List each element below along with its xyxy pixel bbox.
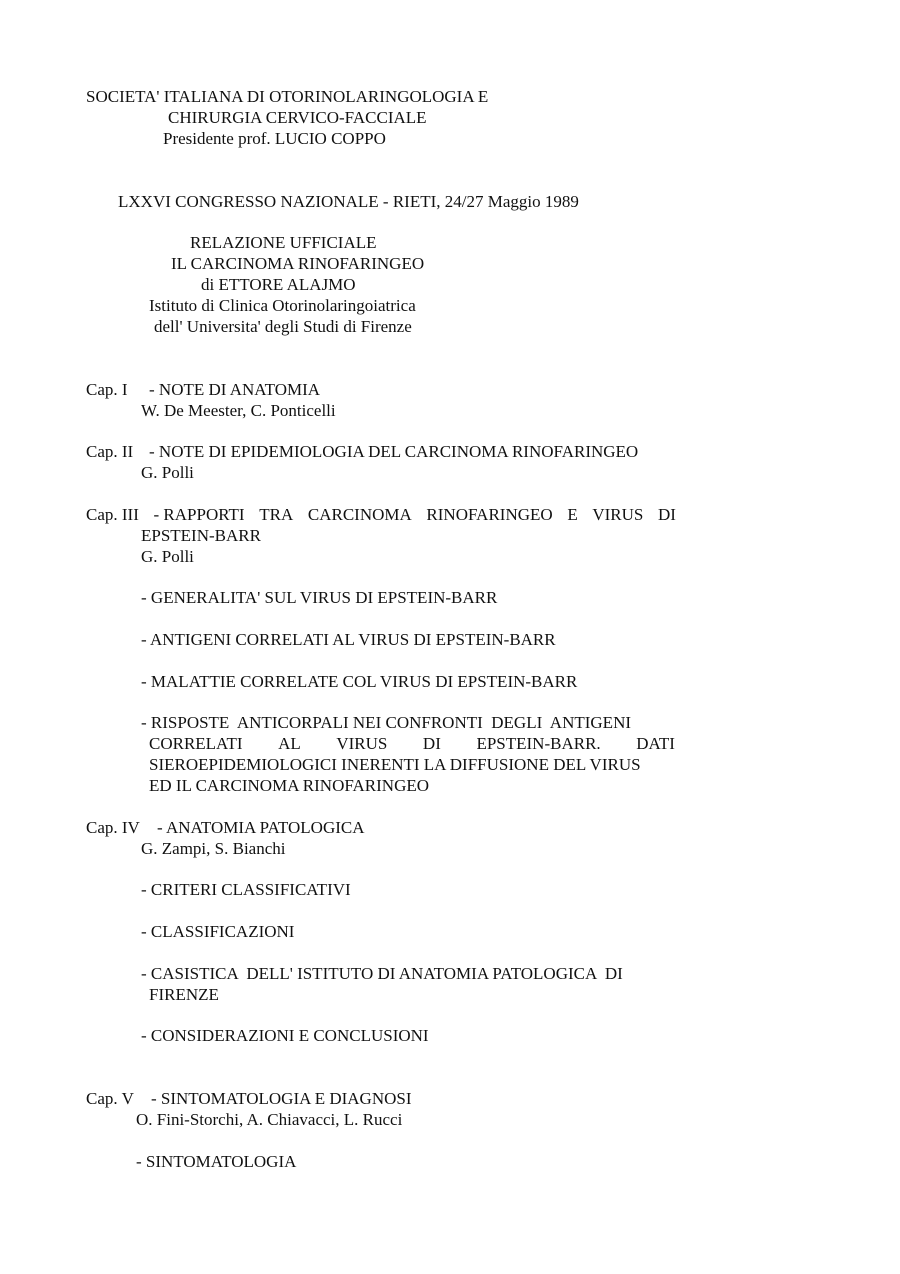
section-word: CORRELATI xyxy=(149,734,243,753)
chapter-3-title-word: RINOFARINGEO xyxy=(426,505,553,524)
chapter-2-authors: G. Polli xyxy=(141,463,194,482)
chapter-3-title-word: VIRUS xyxy=(592,505,644,524)
chapter-3-section-4-line1: - RISPOSTE ANTICORPALI NEI CONFRONTI DEGLI ANTIGENI xyxy=(141,713,632,732)
chapter-3-label: Cap. III xyxy=(86,505,139,524)
chapter-2-label: Cap. II xyxy=(86,442,134,461)
chapter-5-label: Cap. V xyxy=(86,1089,134,1108)
chapter-3-section-3: - MALATTIE CORRELATE COL VIRUS DI EPSTEIN-BARR xyxy=(141,672,578,691)
president-line: Presidente prof. LUCIO COPPO xyxy=(163,129,386,148)
section-word: DATI xyxy=(636,734,675,753)
chapter-4-section-2: - CLASSIFICAZIONI xyxy=(141,922,295,941)
chapter-4-label: Cap. IV xyxy=(86,818,140,837)
section-word: AL xyxy=(278,734,301,753)
chapter-4-section-3-line2: FIRENZE xyxy=(149,985,219,1004)
section-word: VIRUS xyxy=(336,734,388,753)
chapter-4-section-3-line1: - CASISTICA DELL' ISTITUTO DI ANATOMIA PATOLOGICA DI xyxy=(141,964,623,983)
chapter-3-title-word: - RAPPORTI xyxy=(153,505,245,524)
chapter-5-title: - SINTOMATOLOGIA E DIAGNOSI xyxy=(151,1089,412,1108)
chapter-3-section-2: - ANTIGENI CORRELATI AL VIRUS DI EPSTEIN-BARR xyxy=(141,630,556,649)
chapter-3-section-4-line4: ED IL CARCINOMA RINOFARINGEO xyxy=(149,776,430,795)
society-name-line2: CHIRURGIA CERVICO-FACCIALE xyxy=(168,108,427,127)
chapter-4-section-4: - CONSIDERAZIONI E CONCLUSIONI xyxy=(141,1026,429,1045)
chapter-5-authors: O. Fini-Storchi, A. Chiavacci, L. Rucci xyxy=(136,1110,403,1129)
chapter-3-section-1: - GENERALITA' SUL VIRUS DI EPSTEIN-BARR xyxy=(141,588,498,607)
chapter-3-section-4-line2 xyxy=(149,734,675,754)
chapter-3-title-continued: EPSTEIN-BARR xyxy=(141,526,261,545)
chapter-1-authors: W. De Meester, C. Ponticelli xyxy=(141,401,336,420)
chapter-4-heading xyxy=(86,818,365,838)
congress-line: LXXVI CONGRESSO NAZIONALE - RIETI, 24/27 Maggio 1989 xyxy=(118,192,579,211)
chapter-1-title: - NOTE DI ANATOMIA xyxy=(149,380,321,399)
chapter-3-section-4-line3: SIEROEPIDEMIOLOGICI INERENTI LA DIFFUSIONE DEL VIRUS xyxy=(149,755,641,774)
chapter-3-title-word: TRA xyxy=(259,505,294,524)
institute-line2: dell' Universita' degli Studi di Firenze xyxy=(154,317,412,336)
chapter-5-section-1: - SINTOMATOLOGIA xyxy=(136,1152,297,1171)
chapter-2-heading xyxy=(86,442,638,462)
chapter-2-title: - NOTE DI EPIDEMIOLOGIA DEL CARCINOMA RINOFARINGEO xyxy=(149,442,639,461)
chapter-4-authors: G. Zampi, S. Bianchi xyxy=(141,839,286,858)
chapter-1-label: Cap. I xyxy=(86,380,128,399)
chapter-1-heading xyxy=(86,380,320,400)
report-title: IL CARCINOMA RINOFARINGEO xyxy=(171,254,425,273)
chapter-3-title-word: E xyxy=(567,505,578,524)
institute-line1: Istituto di Clinica Otorinolaringoiatrica xyxy=(149,296,416,315)
section-word: DI xyxy=(422,734,441,753)
chapter-3-title-word: DI xyxy=(658,505,676,524)
society-name-line1: SOCIETA' ITALIANA DI OTORINOLARINGOLOGIA E xyxy=(86,87,489,106)
chapter-5-heading xyxy=(86,1089,412,1109)
chapter-3-title-word: CARCINOMA xyxy=(307,505,412,524)
chapter-4-section-1: - CRITERI CLASSIFICATIVI xyxy=(141,880,351,899)
report-type: RELAZIONE UFFICIALE xyxy=(190,233,377,252)
section-word: EPSTEIN-BARR. xyxy=(476,734,601,753)
chapter-4-title: - ANATOMIA PATOLOGICA xyxy=(157,818,365,837)
chapter-3-heading xyxy=(86,505,676,525)
report-author: di ETTORE ALAJMO xyxy=(201,275,356,294)
chapter-3-authors: G. Polli xyxy=(141,547,194,566)
